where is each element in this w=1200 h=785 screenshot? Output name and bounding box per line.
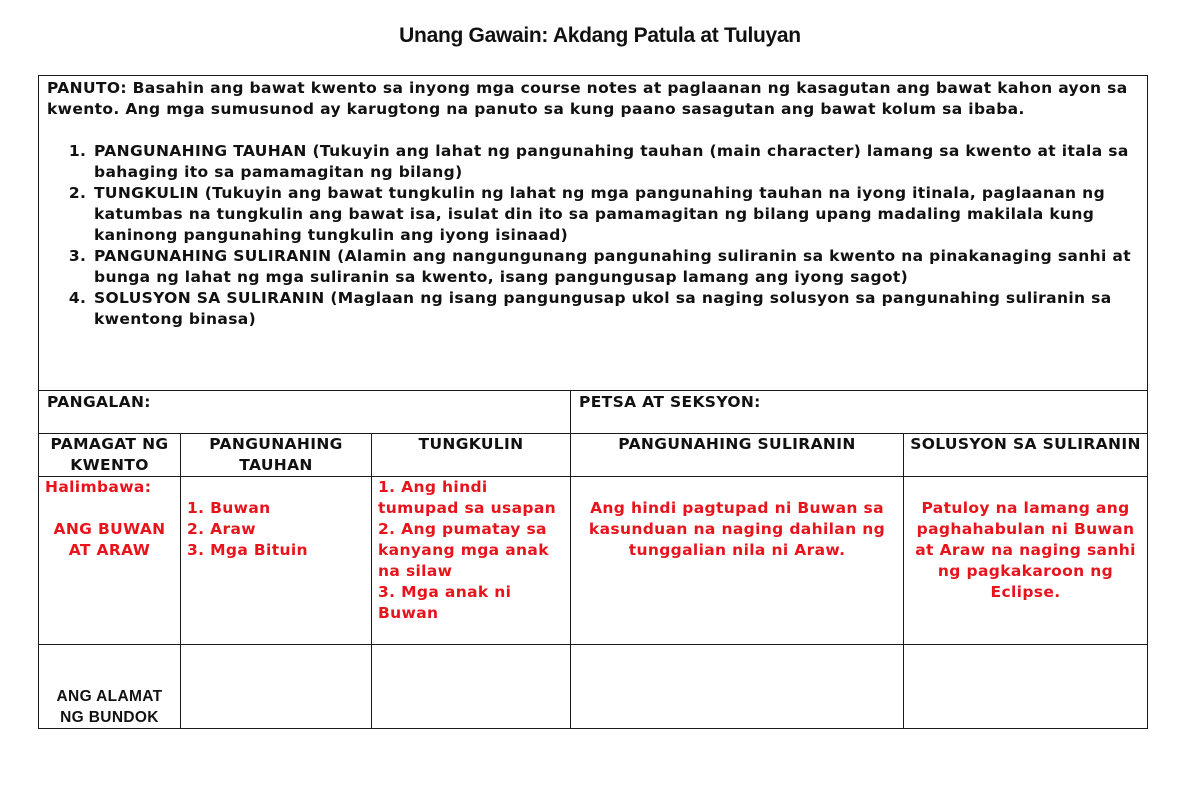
header-pangunahing-tauhan: PANGUNAHING TAUHAN bbox=[181, 434, 372, 477]
instructions-cell bbox=[39, 76, 1148, 391]
example-roles-cell bbox=[372, 477, 571, 645]
answer-characters-cell[interactable] bbox=[181, 645, 372, 729]
spacer bbox=[577, 477, 897, 498]
instruction-item-solusyon: 4. SOLUSYON SA SULIRANIN (Maglaan ng isang pangungusap ukol sa naging solusyon sa pangunahing suliranin sa kwentong binasa) bbox=[92, 288, 1139, 330]
header-row bbox=[39, 434, 1148, 477]
header-pangunahing-suliranin: PANGUNAHING SULIRANIN bbox=[571, 434, 904, 477]
example-solution-cell bbox=[904, 477, 1148, 645]
instructions-row bbox=[39, 76, 1148, 391]
date-section-field[interactable] bbox=[571, 391, 1148, 434]
document-title: Unang Gawain: Akdang Patula at Tuluyan bbox=[399, 24, 801, 47]
name-field[interactable] bbox=[39, 391, 571, 434]
instructions-list bbox=[47, 141, 1139, 330]
example-characters-cell bbox=[181, 477, 372, 645]
instruction-item-tungkulin: 2. TUNGKULIN (Tukuyin ang bawat tungkulin ng lahat ng mga pangunahing tauhan na iyong itinala, paglaanan ng katumbas na tungkulin ang bawat isa, isulat din ito sa pamamagitan ng bilang upang madaling makilala kung kaninong pangunahing tungkulin ang iyong isinaad) bbox=[92, 183, 1139, 246]
instruction-item-suliranin: 3. PANGUNAHING SULIRANIN (Alamin ang nangungunang pangunahing suliranin sa kwento na pinakanaging sanhi at bunga ng lahat ng mga suliranin sa kwento, isang pangungusap lamang ang iyong sagot) bbox=[92, 246, 1139, 288]
example-label: Halimbawa: bbox=[45, 478, 152, 496]
example-story-title: ANG BUWAN AT ARAW bbox=[53, 520, 166, 559]
meta-row bbox=[39, 391, 1148, 434]
example-role: 1. Ang hindi tumupad sa usapan bbox=[378, 478, 557, 517]
date-section-label: PETSA AT SEKSYON: bbox=[579, 393, 761, 411]
example-character: 1. Buwan bbox=[187, 499, 271, 517]
answer-solution-cell[interactable] bbox=[904, 645, 1148, 729]
spacer bbox=[910, 477, 1141, 498]
instruction-item-tauhan: 1. PANGUNAHING TAUHAN (Tukuyin ang lahat ng pangunahing tauhan (main character) lamang sa kwento at itala sa bahaging ito sa pamamagitan ng bilang) bbox=[92, 141, 1139, 183]
example-problem: Ang hindi pagtupad ni Buwan sa kasunduan na naging dahilan ng tunggalian nila ni Araw. bbox=[588, 499, 886, 559]
instructions-intro: PANUTO: Basahin ang bawat kwento sa inyong mga course notes at paglaanan ng kasagutan ang bawat kahon ayon sa kwento. Ang mga sumusunod ay karugtong na panuto sa kung paano sasagutan ang bawat kolum sa ibaba. bbox=[47, 79, 1128, 118]
header-tungkulin: TUNGKULIN bbox=[372, 434, 571, 477]
example-role: 3. Mga anak ni Buwan bbox=[378, 583, 512, 622]
example-story-title-cell bbox=[39, 477, 181, 645]
example-row bbox=[39, 477, 1148, 645]
example-role: 2. Ang pumatay sa kanyang mga anak na silaw bbox=[378, 520, 549, 580]
name-label: PANGALAN: bbox=[47, 393, 151, 411]
answer-problem-cell[interactable] bbox=[571, 645, 904, 729]
spacer bbox=[45, 498, 174, 519]
answer-story-title: ANG ALAMAT NG BUNDOK bbox=[39, 645, 181, 729]
worksheet-table bbox=[38, 75, 1148, 729]
spacer bbox=[187, 477, 365, 498]
example-solution: Patuloy na lamang ang paghahabulan ni Buwan at Araw na naging sanhi ng pagkakaroon ng Eclipse. bbox=[915, 499, 1136, 601]
example-character: 2. Araw bbox=[187, 520, 256, 538]
answer-row bbox=[39, 645, 1148, 729]
example-character: 3. Mga Bituin bbox=[187, 541, 308, 559]
header-pamagat: PAMAGAT NG KWENTO bbox=[39, 434, 181, 477]
example-problem-cell bbox=[571, 477, 904, 645]
answer-roles-cell[interactable] bbox=[372, 645, 571, 729]
header-solusyon: SOLUSYON SA SULIRANIN bbox=[904, 434, 1148, 477]
